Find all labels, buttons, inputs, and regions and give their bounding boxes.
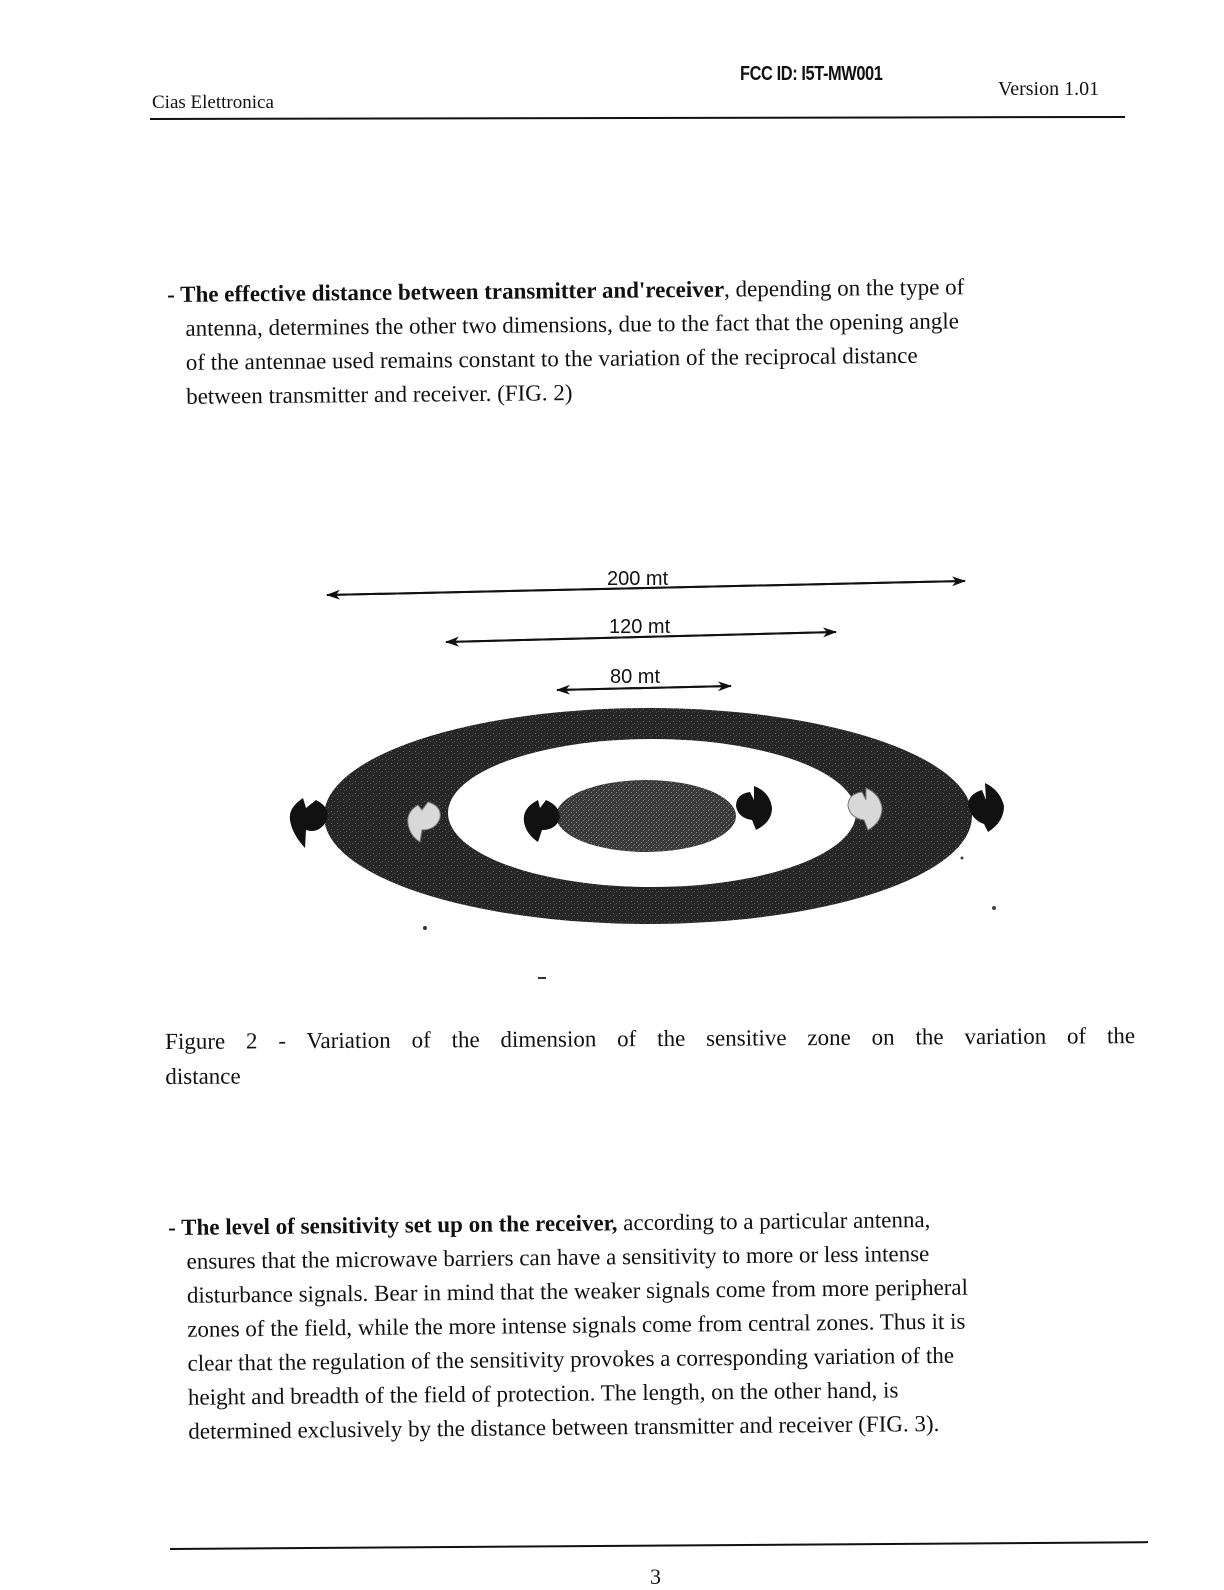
header-version: Version 1.01 xyxy=(998,78,1100,100)
inner-sensitive-zone xyxy=(556,780,736,852)
bold-lead: - The level of sensitivity set up on the receiver, xyxy=(168,1210,618,1240)
paragraph-line: determined exclusively by the distance between transmitter and receiver (FIG. 3). xyxy=(188,1410,940,1444)
receiver-antenna-outer-icon xyxy=(968,783,1004,832)
paragraph-line: antenna, determines the other two dimensions, due to the fact that the opening angle xyxy=(185,308,960,341)
caption-line: Figure 2 - Variation of the dimension of the sensitive zone on the variation of the xyxy=(165,1023,1136,1054)
paragraph-text: , depending on the type of xyxy=(723,274,965,302)
bold-lead: - The effective distance between transmitter and xyxy=(167,277,640,307)
header-company: Cias Elettronica xyxy=(152,92,274,113)
dimension-label-120: 120 mt xyxy=(609,616,671,638)
paragraph-line: clear that the regulation of the sensitivity provokes a corresponding variation of the xyxy=(187,1342,955,1376)
dimension-label-80: 80 mt xyxy=(610,666,661,688)
bold-lead-receiver: 'receiver xyxy=(638,276,725,303)
figure-caption xyxy=(165,1018,1135,1094)
page-number: 3 xyxy=(650,1564,661,1589)
dimension-label-200: 200 mt xyxy=(607,568,669,590)
caption-line: distance xyxy=(165,1063,241,1089)
paragraph-line: disturbance signals. Bear in mind that the weaker signals come from more peripheral xyxy=(186,1274,969,1308)
scan-speck xyxy=(423,926,427,930)
scan-speck xyxy=(961,857,964,860)
paragraph-line: ensures that the microwave barriers can have a sensitivity to more or less intense xyxy=(186,1241,930,1274)
paragraph-sensitivity-level xyxy=(168,1201,1150,1449)
paragraph-text: according to a particular antenna, xyxy=(617,1207,931,1236)
paragraph-line: height and breadth of the field of protection. The length, on the other hand, is xyxy=(187,1377,899,1410)
paragraph-line: zones of the field, while the more intense signals come from central zones. Thus it is xyxy=(187,1308,966,1342)
header-fcc-id: FCC ID: I5T-MW001 xyxy=(740,63,883,85)
transmitter-antenna-outer-icon xyxy=(290,798,328,848)
paragraph-line: between transmitter and receiver. (FIG. 2) xyxy=(186,380,573,409)
paragraph-line: of the antennae used remains constant to the variation of the reciprocal distance xyxy=(185,342,918,375)
scan-speck xyxy=(992,906,996,910)
